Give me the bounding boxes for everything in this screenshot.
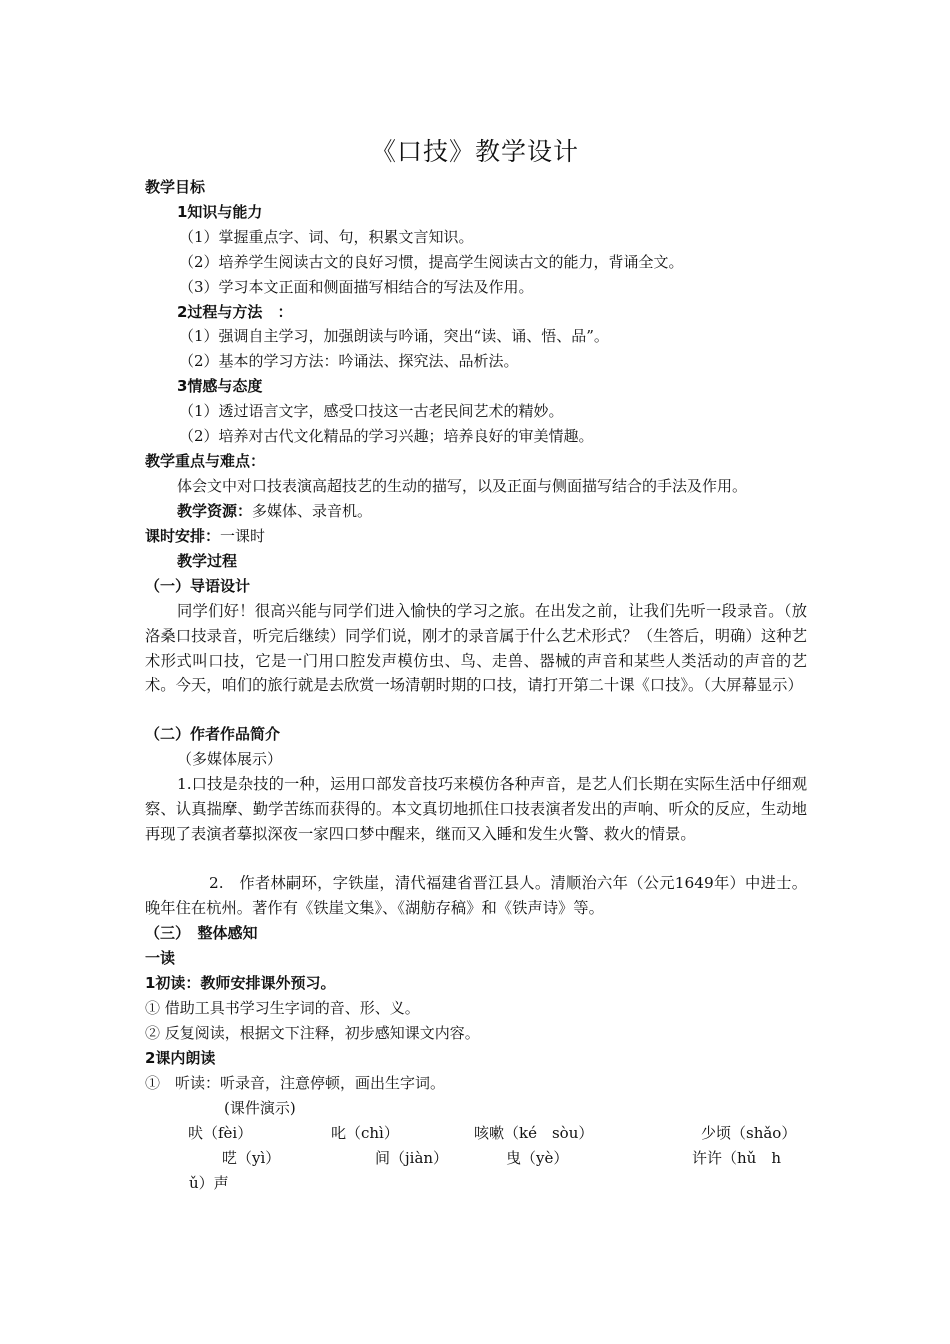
- part2-paragraph-1: 1.口技是杂技的一种，运用口部发音技巧来模仿各种声音，是艺人们长期在实际生活中仔细观察、认真揣摩、勤学苦练而获得的。本文真切地抓住口技表演者发出的声响、听众的反应，生动地再现了表演者摹拟深夜一家四口梦中醒来，继而又入睡和发生火警、救火的情景。: [145, 775, 807, 843]
- in-class-reading-heading: 2课内朗读: [145, 1049, 216, 1067]
- pre-reading-item: ② 反复阅读，根据文下注释，初步感知课文内容。: [145, 1024, 480, 1042]
- objective-section-2-heading: 2过程与方法 ：: [177, 303, 293, 321]
- pre-reading-item: ① 借助工具书学习生字词的音、形、义。: [145, 999, 420, 1017]
- objective-section-1-heading: 1知识与能力: [177, 203, 263, 221]
- courseware-note: (课件演示): [224, 1099, 296, 1117]
- page-title: 《口技》教学设计: [370, 137, 579, 166]
- vocab-word: 叱（chì）: [331, 1124, 399, 1142]
- schedule-label: 课时安排：: [145, 527, 221, 545]
- objective-item: （1）掌握重点字、词、句，积累文言知识。: [179, 228, 474, 246]
- resources-line: [177, 499, 372, 523]
- objectives-heading: 教学目标: [145, 178, 206, 196]
- schedule-line: [145, 524, 265, 548]
- vocab-word-tail: ǔ）声: [189, 1174, 229, 1192]
- listen-instruction: ① 听读：听录音，注意停顿，画出生字词。: [145, 1074, 446, 1092]
- objective-item: （3）学习本文正面和侧面描写相结合的写法及作用。: [179, 278, 534, 296]
- objective-item: （1）强调自主学习，加强朗读与吟诵，突出“读、诵、悟、品”。: [179, 327, 609, 345]
- objective-item: （1）透过语言文字，感受口技这一古老民间艺术的精妙。: [179, 402, 564, 420]
- part2-note: （多媒体展示）: [177, 750, 283, 768]
- process-heading: 教学过程: [177, 552, 238, 570]
- focus-text: 体会文中对口技表演高超技艺的生动的描写，以及正面与侧面描写结合的手法及作用。: [177, 477, 748, 495]
- part1-heading: （一）导语设计: [145, 577, 251, 595]
- part3-heading: （三） 整体感知: [145, 924, 258, 942]
- objective-item: （2）培养对古代文化精品的学习兴趣；培养良好的审美情趣。: [179, 427, 594, 445]
- resources-label: 教学资源：: [177, 502, 253, 520]
- vocab-word: 少顷（shǎo）: [701, 1124, 797, 1142]
- objective-item: （2）培养学生阅读古文的良好习惯，提高学生阅读古文的能力，背诵全文。: [179, 253, 684, 271]
- vocab-word: 许许（hǔ h: [692, 1149, 781, 1167]
- pre-reading-heading: 1初读：教师安排课外预习。: [145, 974, 336, 992]
- objective-section-3-heading: 3情感与态度: [177, 377, 263, 395]
- vocab-word: 间（jiàn）: [375, 1149, 449, 1167]
- vocab-word: 曳（yè）: [506, 1149, 569, 1167]
- vocab-word: 吠（fèi）: [188, 1124, 253, 1142]
- part1-paragraph: 同学们好！很高兴能与同学们进入愉快的学习之旅。在出发之前，让我们先听一段录音。（放洛桑口技录音，听完后继续）同学们说，刚才的录音属于什么艺术形式？（生答后，明确）这种艺术形式叫口技，它是一门用口腔发声模仿虫、鸟、走兽、器械的声音和某些人类活动的声音的艺术。今天，咱们的旅行就是去欣赏一场清朝时期的口技，请打开第二十课《口技》。（大屏幕显示）: [145, 602, 807, 695]
- read-one-heading: 一读: [145, 949, 176, 967]
- part2-heading: （二）作者作品简介: [145, 725, 281, 743]
- schedule-value: 一课时: [220, 527, 266, 545]
- vocab-word: 呓（yì）: [222, 1149, 281, 1167]
- resources-value: 多媒体、录音机。: [252, 502, 373, 520]
- vocab-word: 咳嗽（ké sòu）: [474, 1124, 594, 1142]
- objective-item: （2）基本的学习方法：吟诵法、探究法、品析法。: [179, 352, 519, 370]
- part2-paragraph-2: 2. 作者林嗣环，字铁崖，清代福建省晋江县人。清顺治六年（公元1649年）中进士。晚年住在杭州。著作有《铁崖文集》、《湖舫存稿》和《铁声诗》等。: [145, 874, 807, 917]
- focus-heading: 教学重点与难点：: [145, 452, 266, 470]
